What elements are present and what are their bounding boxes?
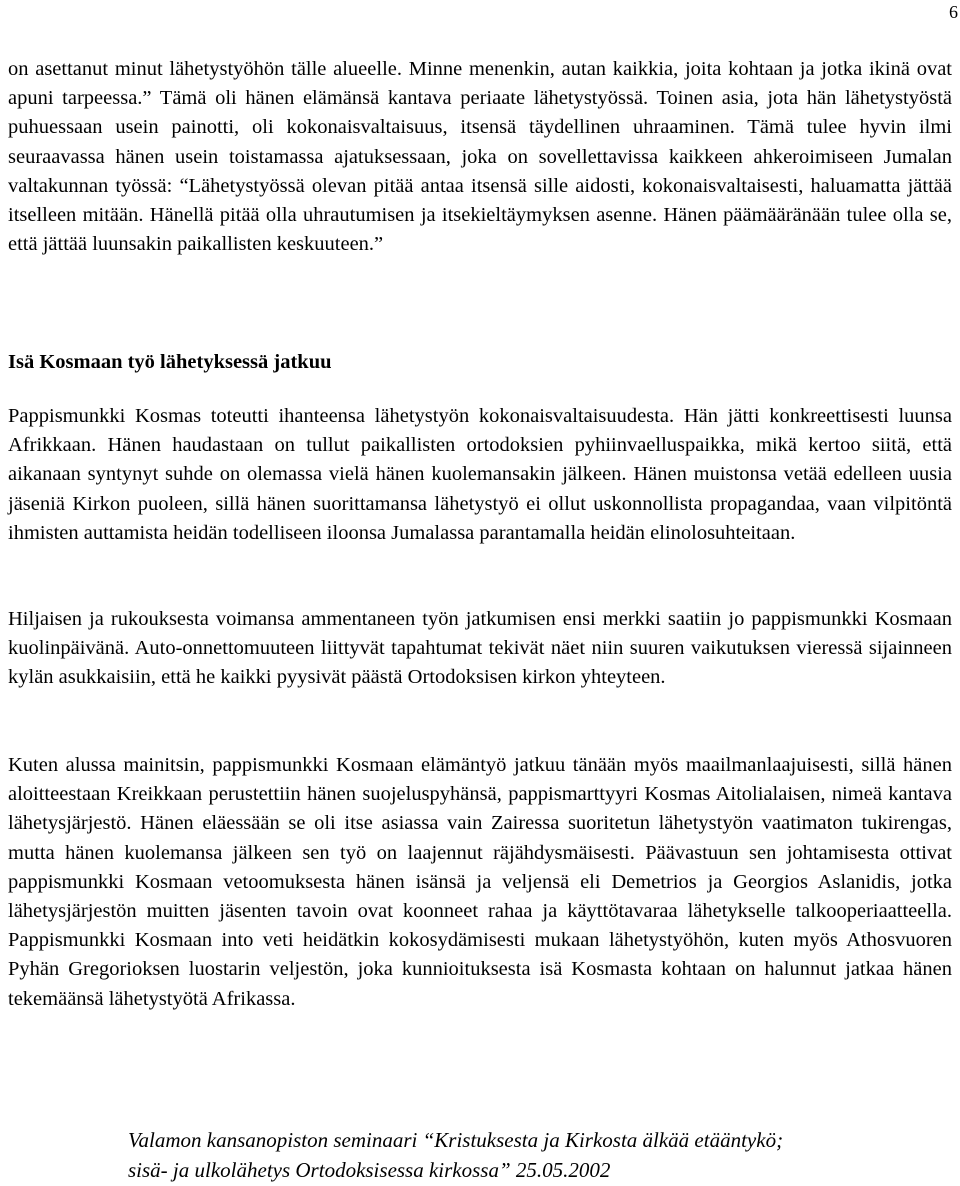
footer-line-2: sisä- ja ulkolähetys Ortodoksisessa kirkossa” 25.05.2002 — [128, 1157, 611, 1182]
paragraph-first-sign: Hiljaisen ja rukouksesta voimansa ammentaneen työn jatkumisen ensi merkki saatiin jo pappismunkki Kosmaan kuolinpäivänä. Auto-onnettomuuteen liittyvät tapahtumat tekivät näet niin suuren vaikutuksen vieressä sijainneen kylän asukkaisiin, että he kaikki pyysivät päästä Ortodoksisen kirkon yhteyteen. — [8, 608, 952, 689]
paragraph-worldwide: Kuten alussa mainitsin, pappismunkki Kosmaan elämäntyö jatkuu tänään myös maailmanlaajuisesti, sillä hänen aloitteestaan Kreikkaan perustettiin hänen suojeluspyhänsä, pappismarttyyri Kosmas Aitolialaisen, nimeä kantava lähetysjärjestö. Hänen eläessään se oli itse asiassa vain Zairessa suoritetun lähetystyön vaatimaton tukirengas, mutta hänen kuolemansa jälkeen sen työ on laajennut räjähdysmäisesti. Päävastuun sen johtamisesta ottivat pappismunkki Kosmaan vetoomuksesta hänen isänsä ja veljensä eli Demetrios ja Georgios Aslanidis, jotka lähetysjärjestön muitten jäsenten tavoin ovat koonneet rahaa ja käyttötavaraa lähetykselle talkooperiaatteella. Pappismunkki Kosmaan into veti heidätkin kokosydämisesti mukaan lähetystyöhön, kuten myös Athosvuoren Pyhän Gregorioksen luostarin veljestön, joka kunnioituksesta isä Kosmasta kohtaan on halunnut jatkaa hänen tekemäänsä lähetystyötä Afrikassa. — [8, 754, 952, 1010]
paragraph-legacy: Pappismunkki Kosmas toteutti ihanteensa lähetystyön kokonaisvaltaisuudesta. Hän jätti konkreettisesti luunsa Afrikkaan. Hänen haudastaan on tullut paikallisten ortodoksien pyhiinvaelluspaikka, mikä kertoo siitä, että aikanaan syntynyt suhde on olemassa vielä hänen kuolemansakin jälkeen. Hänen muistonsa vetää edelleen uusia jäseniä Kirkon puoleen, sillä hänen suorittamansa lähetystyö ei ollut uskonnollista propagandaa, vaan vilpitöntä ihmisten auttamista heidän todelliseen iloonsa Jumalassa parantamalla heidän elinolosuhteitaan. — [8, 405, 952, 544]
footer-line-1: Valamon kansanopiston seminaari “Kristuksesta ja Kirkosta älkää etääntykö; — [128, 1128, 784, 1152]
footer — [128, 1126, 960, 1185]
page-number: 6 — [949, 2, 958, 22]
section-heading: Isä Kosmaan työ lähetyksessä jatkuu — [8, 351, 332, 373]
paragraph-intro: on asettanut minut lähetystyöhön tälle alueelle. Minne menenkin, autan kaikkia, joita kohtaan ja jotka ikinä ovat apuni tarpeessa.” Tämä oli hänen elämänsä kantava periaate lähetystyössä. Toinen asia, jota hän lähetystyöstä puhuessaan usein painotti, oli kokonaisvaltaisuus, itsensä täydellinen uhraaminen. Tämä tulee hyvin ilmi seuraavassa hänen usein toistamassa ajatuksessaan, joka on sovellettavissa kaikkeen ahkeroimiseen Jumalan valtakunnan työssä: “Lähetystyössä olevan pitää antaa itsensä sille aidosti, kokonaisvaltaisesti, haluamatta jättää itselleen mitään. Hänellä pitää olla uhrautumisen ja itsekieltäymyksen asenne. Hänen päämääränään tulee olla se, että jättää luunsakin paikallisten keskuuteen.” — [8, 58, 952, 256]
